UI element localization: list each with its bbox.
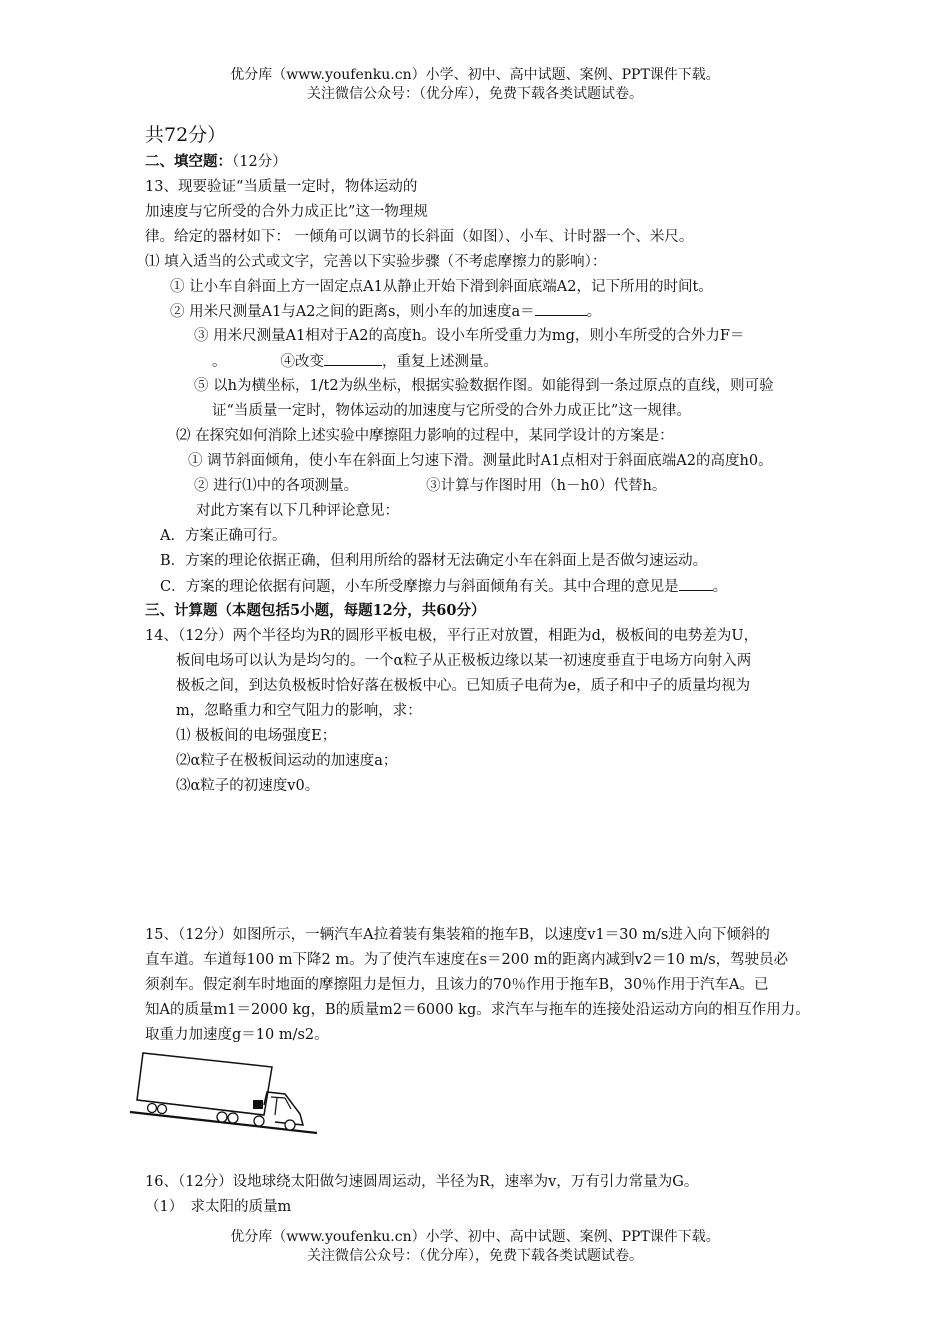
q13-part-2: ⑵ 在探究如何消除上述实验中摩擦阻力影响的过程中，某同学设计的方案是：	[176, 428, 674, 444]
header-line-1: 优分库（www.youfenku.cn）小学、初中、高中试题、案例、PPT课件下载。	[230, 67, 720, 83]
q13-step-5-line-2: 证“当质量一定时，物体运动的加速度与它所受的合外力成正比”这一规律。	[212, 403, 691, 419]
q13-line-2: 加速度与它所受的合外力成正比”这一物理规	[145, 204, 428, 220]
q14-subq-2: ⑵α粒子在极板间运动的加速度a；	[176, 753, 398, 769]
q13-plan-2: ② 进行⑴中的各项测量。	[194, 478, 359, 494]
page-header	[0, 66, 950, 104]
header-line-2: 关注微信公众号：（优分库），免费下载各类试题试卷。	[307, 86, 643, 102]
q13-step-2-end: 。	[586, 304, 602, 320]
q15-line-5: 取重力加速度g＝10 m/s2。	[145, 1027, 329, 1043]
wheel	[158, 1105, 167, 1114]
q13-plan-2-3	[194, 476, 666, 496]
section-3-title: 三、计算题（本题包括5小题，每题12分，共60分）	[145, 602, 486, 619]
q14-subq-1: ⑴ 极板间的电场强度E；	[176, 728, 337, 744]
q13-step-3-end	[212, 351, 498, 372]
answer-blank-reasonable-option[interactable]	[679, 576, 713, 591]
container-trailer-b	[137, 1053, 272, 1115]
q13-step-5-line-1: ⑤ 以h为横坐标，1/t2为纵坐标，根据实验数据作图。如能得到一条过原点的直线，则可验	[194, 378, 774, 394]
q13-step-2-text: ② 用米尺测量A1与A2之间的距离s，则小车的加速度a＝	[170, 304, 535, 320]
q13-plan-1: ① 调节斜面倾角，使小车在斜面上匀速下滑。测量此时A1点相对于斜面底端A2的高度h0。	[188, 453, 773, 469]
wheel	[254, 1116, 264, 1126]
top-fragment: 共72分）	[145, 124, 227, 146]
q15-line-1: 15、（12分）如图所示，一辆汽车A拉着装有集装箱的拖车B，以速度v1＝30 m/s进入向下倾斜的	[145, 927, 770, 943]
answer-blank-acceleration[interactable]	[535, 301, 587, 316]
wheel	[228, 1113, 238, 1123]
q16-line-1: 16、（12分）设地球绕太阳做匀速圆周运动，半径为R，速率为v，万有引力常量为G。	[145, 1174, 699, 1190]
section-2-heading	[145, 152, 287, 172]
q14-line-1: 14、（12分）两个半径均为R的圆形平板电极，平行正对放置，相距为d，极板间的电势差为U，	[145, 628, 759, 644]
q13-option-b: B．方案的理论依据正确，但利用所给的器材无法确定小车在斜面上是否做匀速运动。	[160, 553, 708, 569]
q15-line-3: 须刹车。假定刹车时地面的摩擦阻力是恒力，且该力的70％作用于拖车B，30％作用于汽车A。已	[145, 977, 769, 993]
q15-line-4: 知A的质量m1＝2000 kg，B的质量m2＝6000 kg。求汽车与拖车的连接处沿运动方向的相互作用力。	[145, 1002, 810, 1018]
q13-step-1: ① 让小车自斜面上方一固定点A1从静止开始下滑到斜面底端A2，记下所用的时间t。	[170, 279, 713, 295]
q13-step-2	[170, 301, 601, 322]
section-2-title: 二、填空题：	[145, 153, 232, 170]
q15-line-2: 直车道。车道每100 m下降2 m。为了使汽车速度在s＝200 m的距离内减到v2＝10 m/s，驾驶员必	[145, 952, 789, 968]
q16-line-2: （1） 求太阳的质量m	[145, 1199, 292, 1215]
hitch-connector	[253, 1100, 263, 1109]
q13-plan-3: ③计算与作图时用（h－h0）代替h。	[426, 478, 667, 494]
q14-subq-3: ⑶α粒子的初速度v0。	[176, 778, 320, 794]
page-footer	[0, 1228, 950, 1266]
q14-line-4: m，忽略重力和空气阻力的影响，求：	[176, 703, 422, 719]
truck-cab-a	[264, 1092, 303, 1125]
q13-line-3: 律。给定的器材如下： 一倾角可以调节的长斜面（如图）、小车、计时器一个、米尺。	[145, 229, 694, 245]
q13-option-a: A．方案正确可行。	[160, 528, 287, 544]
wheel	[217, 1112, 227, 1122]
q14-line-3: 极板之间，到达负极板时恰好落在极板中心。已知质子电荷为e，质子和中子的质量均视为	[176, 678, 751, 694]
q13-step-3: ③ 用米尺测量A1相对于A2的高度h。设小车所受重力为mg，则小车所受的合外力F＝	[194, 328, 745, 344]
q13-step-3-period: 。	[212, 354, 227, 370]
wheel	[148, 1104, 157, 1113]
q13-option-c	[160, 576, 727, 597]
wheel	[285, 1120, 295, 1130]
q13-step-4-text: ④改变	[280, 354, 324, 370]
truck-trailer-incline-figure	[125, 1045, 325, 1140]
section-2-score: （12分）	[232, 154, 287, 170]
q13-option-c-end: 。	[712, 579, 728, 595]
answer-blank-change[interactable]	[324, 351, 382, 366]
footer-line-2: 关注微信公众号：（优分库），免费下载各类试题试卷。	[307, 1248, 643, 1264]
q13-part-1: ⑴ 填入适当的公式或文字，完善以下实验步骤（不考虑摩擦力的影响）：	[145, 254, 607, 270]
footer-line-1: 优分库（www.youfenku.cn）小学、初中、高中试题、案例、PPT课件下载。	[230, 1229, 720, 1245]
q13-line-1: 13、现要验证“当质量一定时，物体运动的	[145, 179, 418, 195]
q13-option-c-text: C．方案的理论依据有问题，小车所受摩擦力与斜面倾角有关。其中合理的意见是	[160, 579, 679, 595]
q14-line-2: 板间电场可以认为是均匀的。一个α粒子从正极板边缘以某一初速度垂直于电场方向射入两	[176, 653, 752, 669]
q13-step-4-end: ，重复上述测量。	[382, 354, 498, 370]
q13-comment-intro: 对此方案有以下几种评论意见：	[196, 503, 399, 519]
